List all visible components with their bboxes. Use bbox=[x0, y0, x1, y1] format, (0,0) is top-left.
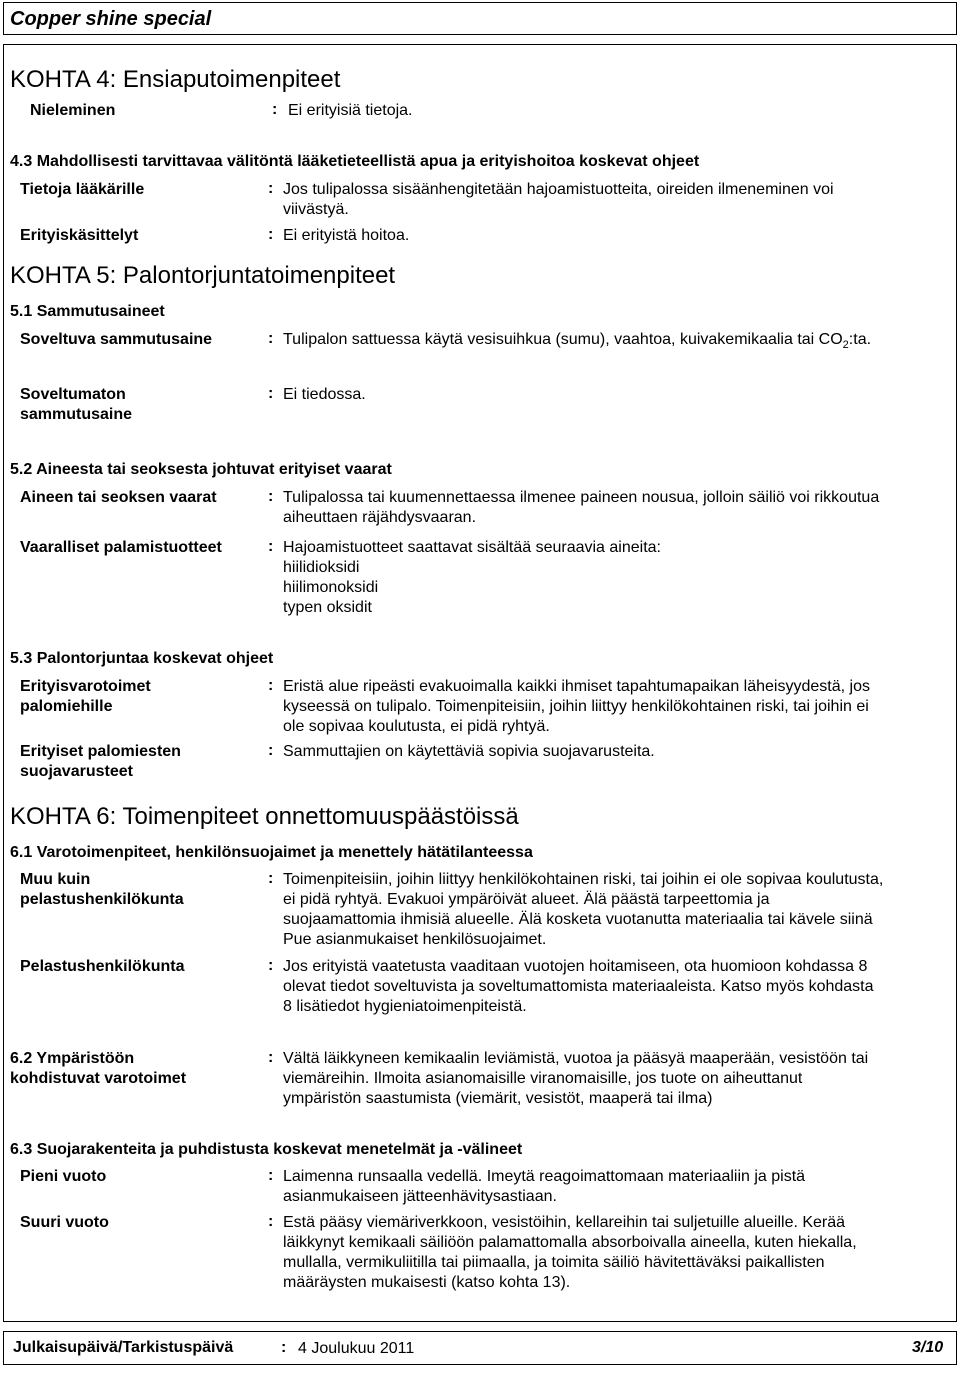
emergency-line-1: Jos erityistä vaatetusta vaaditaan vuotojen hoitamiseen, ota huomioon kohdassa 8 bbox=[283, 958, 868, 975]
combustion-line-1: Hajoamistuotteet saattavat sisältää seuraavia aineita: bbox=[283, 539, 661, 556]
ff-equipment-value: Sammuttajien on käytettäviä sopivia suojavarusteita. bbox=[283, 743, 655, 760]
combustion-line-3: hiilimonoksidi bbox=[283, 579, 379, 596]
hazards-line-1: Tulipalossa tai kuumennettaessa ilmenee paineen nousua, jolloin säiliö voi rikkoutua bbox=[283, 489, 880, 506]
ff-special-colon: : bbox=[268, 677, 274, 694]
combustion-line-4: typen oksidit bbox=[283, 599, 372, 616]
ff-special-label-2: palomiehille bbox=[20, 698, 113, 715]
suitable-media-colon: : bbox=[268, 330, 274, 347]
emergency-line-2: olevat tiedot soveltuvista ja soveltumattomista materiaaleista. Katso myös kohdasta bbox=[283, 978, 874, 995]
unsuitable-media-value: Ei tiedossa. bbox=[283, 386, 366, 403]
unsuitable-media-colon: : bbox=[268, 385, 274, 402]
section-6-title: KOHTA 6: Toimenpiteet onnettomuuspäästöissä bbox=[10, 803, 519, 830]
product-name: Copper shine special bbox=[10, 8, 212, 30]
emergency-responders-colon: : bbox=[268, 957, 274, 974]
hazards-label: Aineen tai seoksen vaarat bbox=[20, 489, 217, 506]
environmental-label-2: kohdistuvat varotoimet bbox=[10, 1070, 187, 1087]
hazards-colon: : bbox=[268, 488, 274, 505]
ff-special-line-3: ole sopivaa koulutusta, ei pidä ryhtyä. bbox=[283, 718, 550, 735]
combustion-products-colon: : bbox=[268, 538, 274, 555]
non-emergency-label-1: Muu kuin bbox=[20, 871, 91, 888]
small-spill-line-1: Laimenna runsaalla vedellä. Imeytä reagoimattomaan materiaaliin ja pistä bbox=[283, 1168, 806, 1185]
subsection-4-3: 4.3 Mahdollisesti tarvittavaa välitöntä lääketieteellistä apua ja erityishoitoa koskevat ohjeet bbox=[10, 153, 700, 170]
ff-equipment-colon: : bbox=[268, 742, 274, 759]
suitable-media-label: Soveltuva sammutusaine bbox=[20, 331, 213, 348]
unsuitable-media-label-1: Soveltumaton bbox=[20, 386, 126, 403]
environmental-label-1: 6.2 Ympäristöön bbox=[10, 1050, 135, 1067]
non-emergency-line-3: suojaamattomia ihmisiä alueelle. Älä kosketa vuotanutta materiaalia tai kävele siinä bbox=[283, 911, 873, 928]
emergency-line-3: 8 lisätiedot hygieniatoimenpiteistä. bbox=[283, 998, 527, 1015]
subsection-5-2: 5.2 Aineesta tai seoksesta johtuvat erityiset vaarat bbox=[10, 461, 392, 478]
large-spill-line-3: mullalla, vermikuliitilla tai piimaalla, ja toimita säiliö hävitettäväksi paikallisten bbox=[283, 1254, 825, 1271]
footer-date-label: Julkaisupäivä/Tarkistuspäivä bbox=[13, 1339, 234, 1356]
small-spill-colon: : bbox=[268, 1167, 274, 1184]
non-emergency-line-4: Pue asianmukaiset henkilösuojaimet. bbox=[283, 931, 547, 948]
large-spill-label: Suuri vuoto bbox=[20, 1214, 109, 1231]
subsection-6-3: 6.3 Suojarakenteita ja puhdistusta koskevat menetelmät ja -välineet bbox=[10, 1141, 523, 1158]
non-emergency-line-1: Toimenpiteisiin, joihin liittyy henkilökohtainen riski, tai joihin ei ole sopivaa koulutusta, bbox=[283, 871, 884, 888]
special-treatment-label: Erityiskäsittelyt bbox=[20, 227, 139, 244]
section-4-title: KOHTA 4: Ensiaputoimenpiteet bbox=[10, 66, 341, 93]
special-treatment-value: Ei erityistä hoitoa. bbox=[283, 227, 410, 244]
small-spill-label: Pieni vuoto bbox=[20, 1168, 107, 1185]
doctor-line-2: viivästyä. bbox=[283, 201, 349, 218]
ff-special-line-2: kyseessä on tulipalo. Toimenpiteisiin, joihin liittyy henkilökohtainen riski, tai joihin ei bbox=[283, 698, 869, 715]
non-emergency-label-2: pelastushenkilökunta bbox=[20, 891, 184, 908]
subsection-6-1: 6.1 Varotoimenpiteet, henkilönsuojaimet ja menettely hätätilanteessa bbox=[10, 844, 533, 861]
small-spill-line-2: asianmukaiseen jätteenhävitysastiaan. bbox=[283, 1188, 557, 1205]
non-emergency-line-2: ei pidä ryhtyä. Evakuoi ympäröivät alueet. Älä päästä tarpeettomia ja bbox=[283, 891, 770, 908]
hazards-line-2: aiheuttaen räjähdysvaaran. bbox=[283, 509, 477, 526]
suitable-media-value: Tulipalon sattuessa käytä vesisuihkua (sumu), vaahtoa, kuivakemikaalia tai $CO_2:ta$. bbox=[283, 331, 872, 352]
special-treatment-colon: : bbox=[268, 226, 274, 243]
environmental-line-3: ympäristön saastumista (viemärit, vesistöt, maaperä tai ilma) bbox=[283, 1090, 713, 1107]
combustion-products-label: Vaaralliset palamistuotteet bbox=[20, 539, 222, 556]
large-spill-line-2: läikkynyt kemikaali säiliöön palamattomalla absorboivalla aineella, kuten hiekalla, bbox=[283, 1234, 857, 1251]
non-emergency-colon: : bbox=[268, 870, 274, 887]
ff-equipment-label-1: Erityiset palomiesten bbox=[20, 743, 181, 760]
unsuitable-media-label-2: sammutusaine bbox=[20, 406, 133, 423]
swallow-label: Nieleminen bbox=[30, 102, 116, 119]
doctor-label: Tietoja lääkärille bbox=[20, 181, 145, 198]
large-spill-line-4: määräysten mukaisesti (katso kohta 13). bbox=[283, 1274, 571, 1291]
doctor-line-1: Jos tulipalossa sisäänhengitetään hajoamistuotteita, oireiden ilmeneminen voi bbox=[283, 181, 834, 198]
subsection-5-3: 5.3 Palontorjuntaa koskevat ohjeet bbox=[10, 650, 274, 667]
environmental-line-2: viemäreihin. Ilmoita asianomaisille viranomaisille, jos tuote on aiheuttanut bbox=[283, 1070, 803, 1087]
section-5-title: KOHTA 5: Palontorjuntatoimenpiteet bbox=[10, 262, 396, 289]
doctor-colon: : bbox=[268, 180, 274, 197]
large-spill-line-1: Estä pääsy viemäriverkkoon, vesistöihin, kellareihin tai suljetuille alueille. Kerää bbox=[283, 1214, 846, 1231]
swallow-value: Ei erityisiä tietoja. bbox=[288, 102, 413, 119]
footer-colon: : bbox=[281, 1339, 287, 1356]
emergency-responders-label: Pelastushenkilökunta bbox=[20, 958, 185, 975]
combustion-line-2: hiilidioksidi bbox=[283, 559, 360, 576]
ff-equipment-label-2: suojavarusteet bbox=[20, 763, 133, 780]
large-spill-colon: : bbox=[268, 1213, 274, 1230]
ff-special-label-1: Erityisvarotoimet bbox=[20, 678, 151, 695]
page-number: 3/10 bbox=[912, 1339, 944, 1356]
footer-date-value: 4 Joulukuu 2011 bbox=[298, 1340, 415, 1357]
ff-special-line-1: Eristä alue ripeästi evakuoimalla kaikki ihmiset tapahtumapaikan läheisyydestä, jos bbox=[283, 678, 870, 695]
environmental-line-1: Vältä läikkyneen kemikaalin leviämistä, vuotoa ja pääsyä maaperään, vesistöön tai bbox=[283, 1050, 869, 1067]
environmental-colon: : bbox=[268, 1049, 274, 1066]
swallow-colon: : bbox=[272, 101, 278, 118]
subsection-5-1: 5.1 Sammutusaineet bbox=[10, 303, 165, 320]
